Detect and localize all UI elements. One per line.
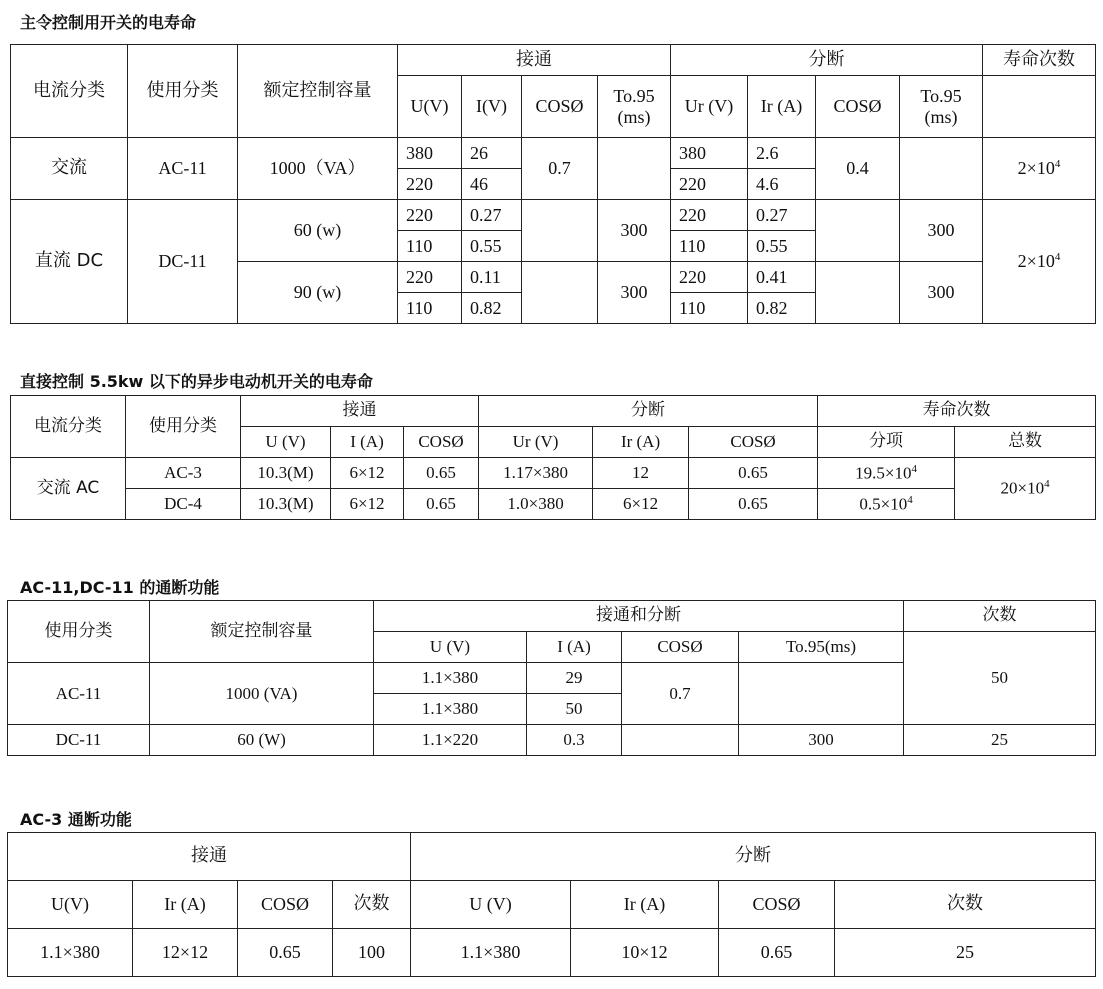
ac-u1: 380 <box>398 138 462 169</box>
t2-hdr-ir: Ir (A) <box>593 427 689 458</box>
hdr-make: 接通 <box>398 45 671 76</box>
t4-hdr-make: 接通 <box>8 833 411 881</box>
t4-u2: 1.1×380 <box>411 929 571 977</box>
dc-type: 直流 DC <box>11 200 128 324</box>
t4-hdr-ir: Ir (A) <box>133 881 238 929</box>
ac-ir2: 4.6 <box>748 169 816 200</box>
t2-r1-part-exp: 4 <box>911 462 917 475</box>
t2-r2-ir: 6×12 <box>593 489 689 520</box>
t2-r2-cos: 0.65 <box>404 489 479 520</box>
t3-hdr-u: U (V) <box>374 632 527 663</box>
t3-hdr-make-break: 接通和分断 <box>374 601 904 632</box>
ac-cos2: 0.4 <box>816 138 900 200</box>
t3-hdr-count: 次数 <box>904 601 1096 632</box>
hdr-break: 分断 <box>671 45 983 76</box>
dc-b-to2: 300 <box>900 262 983 324</box>
hdr-use-type: 使用分类 <box>128 45 238 138</box>
t2-hdr-cos2: COSØ <box>689 427 818 458</box>
table2-motor-switch-life <box>10 395 1096 520</box>
dc-a-i1: 0.27 <box>462 200 522 231</box>
t2-hdr-current-type: 电流分类 <box>11 396 126 458</box>
t3-hdr-rated: 额定控制容量 <box>150 601 374 663</box>
dc-b-cos2 <box>816 262 900 324</box>
t3-dc-cos <box>622 725 739 756</box>
t3-ac-cos: 0.7 <box>622 663 739 725</box>
hdr-to95-2 <box>900 76 983 138</box>
ac-ur1: 380 <box>671 138 748 169</box>
ac-use: AC-11 <box>128 138 238 200</box>
ac-type: 交流 <box>11 138 128 200</box>
ac-i2: 46 <box>462 169 522 200</box>
t2-r1-i: 6×12 <box>331 458 404 489</box>
table3-ac11-dc11-make-break <box>7 600 1096 756</box>
t2-r2-ur: 1.0×380 <box>479 489 593 520</box>
hdr-ur: Ur (V) <box>671 76 748 138</box>
ac-rated: 1000（VA） <box>238 138 398 200</box>
dc-life-base: 2×10 <box>1017 251 1055 272</box>
t2-hdr-cos: COSØ <box>404 427 479 458</box>
ac-ir1: 2.6 <box>748 138 816 169</box>
t3-dc-u: 1.1×220 <box>374 725 527 756</box>
t2-r1-cos: 0.65 <box>404 458 479 489</box>
hdr-to95-2-b: (ms) <box>924 106 958 127</box>
hdr-to95-b: (ms) <box>617 106 651 127</box>
t2-hdr-make: 接通 <box>241 396 479 427</box>
t3-ac-use: AC-11 <box>8 663 150 725</box>
t2-hdr-part: 分项 <box>818 427 955 458</box>
dc-a-cos <box>522 200 598 262</box>
t2-hdr-u: U (V) <box>241 427 331 458</box>
dc-a-cos2 <box>816 200 900 262</box>
hdr-u: U(V) <box>398 76 462 138</box>
t2-hdr-ur: Ur (V) <box>479 427 593 458</box>
ac-ur2: 220 <box>671 169 748 200</box>
t4-hdr-cos2: COSØ <box>719 881 835 929</box>
t2-r2-cos2: 0.65 <box>689 489 818 520</box>
t3-dc-rated: 60 (W) <box>150 725 374 756</box>
t2-r1-cos2: 0.65 <box>689 458 818 489</box>
t4-u: 1.1×380 <box>8 929 133 977</box>
t2-type: 交流 AC <box>11 458 126 520</box>
dc-b-i1: 0.11 <box>462 262 522 293</box>
t2-hdr-i: I (A) <box>331 427 404 458</box>
t3-hdr-to: To.95(ms) <box>739 632 904 663</box>
hdr-rated-capacity: 额定控制容量 <box>238 45 398 138</box>
t4-hdr-u: U(V) <box>8 881 133 929</box>
ac-to2 <box>900 138 983 200</box>
t3-hdr-i: I (A) <box>527 632 622 663</box>
dc-b-to: 300 <box>598 262 671 324</box>
t2-r2-part-exp: 4 <box>907 493 913 506</box>
t3-ac-count: 50 <box>904 632 1096 725</box>
t2-r1-ir: 12 <box>593 458 689 489</box>
t3-hdr-cos: COSØ <box>622 632 739 663</box>
t4-hdr-break: 分断 <box>411 833 1096 881</box>
dc-b-ur1: 220 <box>671 262 748 293</box>
dc-life-exp: 4 <box>1054 251 1061 264</box>
dc-b-i2: 0.82 <box>462 293 522 324</box>
t2-r2-i: 6×12 <box>331 489 404 520</box>
dc-use: DC-11 <box>128 200 238 324</box>
dc-b-ir1: 0.41 <box>748 262 816 293</box>
t3-ac-i1: 29 <box>527 663 622 694</box>
ac-life-base: 2×10 <box>1017 158 1055 179</box>
t2-total-exp: 4 <box>1044 478 1050 491</box>
dc-a-to2: 300 <box>900 200 983 262</box>
dc-life <box>983 200 1096 324</box>
ac-life <box>983 138 1096 200</box>
t2-r1-part <box>818 458 955 489</box>
dc-a-ur1: 220 <box>671 200 748 231</box>
t2-r1-u: 10.3(M) <box>241 458 331 489</box>
t4-hdr-count: 次数 <box>333 881 411 929</box>
ac-u2: 220 <box>398 169 462 200</box>
dc-b-u2: 110 <box>398 293 462 324</box>
t3-ac-to <box>739 663 904 725</box>
t2-r2-part-base: 0.5×10 <box>859 494 908 514</box>
t2-r1-ur: 1.17×380 <box>479 458 593 489</box>
table3-title: AC-11,DC-11 的通断功能 <box>20 578 220 597</box>
hdr-cos2: COSØ <box>816 76 900 138</box>
dc-rated-b: 90 (w) <box>238 262 398 324</box>
t4-ir: 12×12 <box>133 929 238 977</box>
t3-dc-i: 0.3 <box>527 725 622 756</box>
ac-cos: 0.7 <box>522 138 598 200</box>
t3-hdr-use: 使用分类 <box>8 601 150 663</box>
t3-ac-i2: 50 <box>527 694 622 725</box>
dc-a-ir1: 0.27 <box>748 200 816 231</box>
t2-hdr-total: 总数 <box>955 427 1096 458</box>
dc-a-i2: 0.55 <box>462 231 522 262</box>
ac-to <box>598 138 671 200</box>
t3-ac-u1: 1.1×380 <box>374 663 527 694</box>
hdr-to95-2-a: To.95 <box>920 85 962 106</box>
dc-rated-a: 60 (w) <box>238 200 398 262</box>
hdr-current-type: 电流分类 <box>11 45 128 138</box>
table2-title: 直接控制 5.5kw 以下的异步电动机开关的电寿命 <box>20 372 373 391</box>
table4-ac3-make-break <box>7 832 1096 977</box>
t2-r2-part <box>818 489 955 520</box>
dc-a-ur2: 110 <box>671 231 748 262</box>
table1-title: 主令控制用开关的电寿命 <box>20 13 197 32</box>
hdr-to95-a: To.95 <box>613 85 655 106</box>
hdr-life-count: 寿命次数 <box>983 45 1096 76</box>
t4-count2: 25 <box>835 929 1096 977</box>
t2-r1-part-base: 19.5×10 <box>855 463 912 483</box>
dc-b-ir2: 0.82 <box>748 293 816 324</box>
t2-r1-use: AC-3 <box>126 458 241 489</box>
t3-dc-count: 25 <box>904 725 1096 756</box>
t2-hdr-life: 寿命次数 <box>818 396 1096 427</box>
t2-hdr-use-type: 使用分类 <box>126 396 241 458</box>
t4-cos: 0.65 <box>238 929 333 977</box>
t3-ac-rated: 1000 (VA) <box>150 663 374 725</box>
dc-b-cos <box>522 262 598 324</box>
hdr-cos: COSØ <box>522 76 598 138</box>
hdr-ir: Ir (A) <box>748 76 816 138</box>
dc-a-to: 300 <box>598 200 671 262</box>
t3-ac-u2: 1.1×380 <box>374 694 527 725</box>
t4-ir2: 10×12 <box>571 929 719 977</box>
ac-life-exp: 4 <box>1054 158 1061 171</box>
t2-r2-use: DC-4 <box>126 489 241 520</box>
hdr-i: I(V) <box>462 76 522 138</box>
dc-b-u1: 220 <box>398 262 462 293</box>
t2-hdr-break: 分断 <box>479 396 818 427</box>
t2-total-base: 20×10 <box>1000 479 1045 499</box>
hdr-to95 <box>598 76 671 138</box>
t4-hdr-count2: 次数 <box>835 881 1096 929</box>
t4-hdr-u2: U (V) <box>411 881 571 929</box>
t3-dc-to: 300 <box>739 725 904 756</box>
t4-count: 100 <box>333 929 411 977</box>
t4-cos2: 0.65 <box>719 929 835 977</box>
hdr-life-empty <box>983 76 1096 138</box>
t2-r2-u: 10.3(M) <box>241 489 331 520</box>
dc-a-ir2: 0.55 <box>748 231 816 262</box>
ac-i1: 26 <box>462 138 522 169</box>
t4-hdr-cos: COSØ <box>238 881 333 929</box>
t4-hdr-ir2: Ir (A) <box>571 881 719 929</box>
table1-main-switch-life <box>10 44 1096 324</box>
dc-a-u2: 110 <box>398 231 462 262</box>
t3-dc-use: DC-11 <box>8 725 150 756</box>
table4-title: AC-3 通断功能 <box>20 810 132 829</box>
t2-total <box>955 458 1096 520</box>
dc-b-ur2: 110 <box>671 293 748 324</box>
dc-a-u1: 220 <box>398 200 462 231</box>
